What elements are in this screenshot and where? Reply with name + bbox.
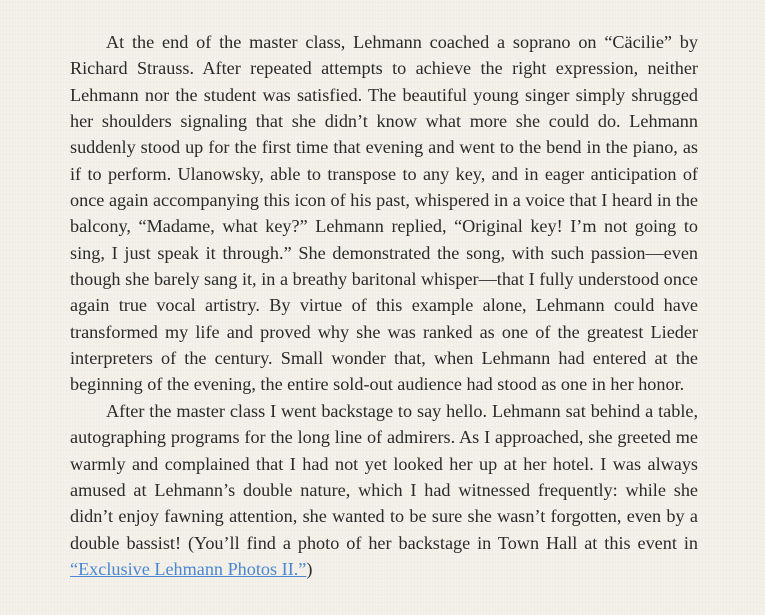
paragraph-2-text: After the master class I went backstage to say hello. Lehmann sat behind a table, autographing programs for the long line of admirers. As I approached, she greeted me warmly and complained that I had not yet looked her up at her hotel. I was always amused at Lehmann’s double nature, which I had witnessed frequently: while she didn’t enjoy fawning attention, she wanted to be sure she wasn’t forgotten, even by a double bassist! (You’ll find a photo of her backstage in Town Hall at this event in [70,400,698,553]
paragraph-1: At the end of the master class, Lehmann coached a soprano on “Cäcilie” by Richard Strauss. After repeated attempts to achieve the right expression, neither Lehmann nor the student was satisfied. The beautiful young singer simply shrugged her shoulders signaling that she didn’t know what more she could do. Lehmann suddenly stood up for the first time that evening and went to the bend in the piano, as if to perform. Ulanowsky, able to transpose to any key, and in eager anticipation of once again accompanying this icon of his past, whispered in a voice that I heard in the balcony, “Madame, what key?” Lehmann replied, “Original key! I’m not going to sing, I just speak it through.” She demonstrated the song, with such passion—even though she barely sang it, in a breathy baritonal whisper—that I fully understood once again true vocal artistry. By virtue of this example alone, Lehmann could have transformed my life and proved why she was ranked as one of the greatest Lieder interpreters of the century. Small wonder that, when Lehmann had entered at the beginning of the evening, the entire sold-out audience had stood as one in her honor. [70,32,698,395]
exclusive-lehmann-photos-link[interactable]: “Exclusive Lehmann Photos II.” [70,558,307,579]
paragraph-2-end: ) [306,558,313,579]
paragraph-2 [70,398,698,582]
document-page [70,29,698,582]
